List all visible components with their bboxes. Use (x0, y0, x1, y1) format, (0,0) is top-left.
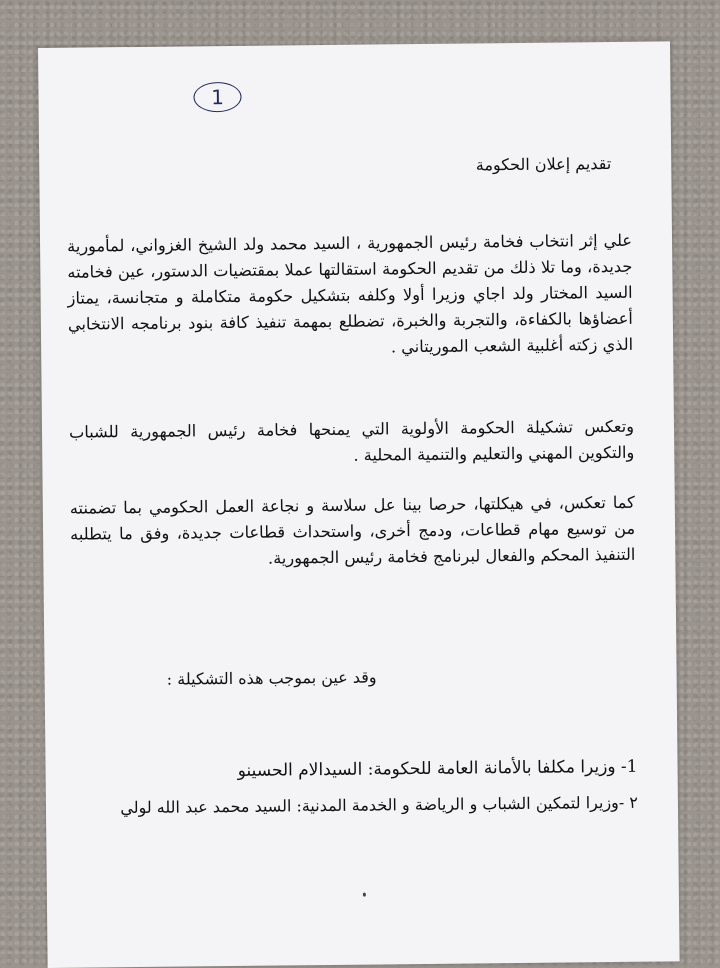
paragraph-intro: علي إثر انتخاب فخامة رئيس الجمهورية ، السيد محمد ولد الشيخ الغزواني، لمأمورية جديدة، وما تلا ذلك من تقديم الحكومة استقالتها عملا بمقتضيات الدستور، عين فخامته السيد المختار ولد اجاي وزيرا أولا وكلفه بتشكيل حكومة متكاملة و متجانسة، يمتاز أعضاؤها بالكفاءة، والتجربة والخبرة، تضطلع بمهمة تنفيذ كافة بنود برنامجه الانتخابي الذي زكته أغلبية الشعب الموريتاني . (66, 230, 634, 357)
appointment-item: 1- وزيرا مكلفا بالأمانة العامة للحكومة: السيدالام الحسينو (237, 756, 638, 781)
document-page (38, 41, 680, 968)
page-number: 1 (193, 82, 241, 113)
appointment-item: ٢ -وزيرا لتمكين الشباب و الرياضة و الخدمة المدنية: السيد محمد عبد الله لولي (120, 792, 639, 818)
paragraph-appointments-intro: وقد عين بموجب هذه التشكيلة : (166, 667, 377, 689)
paragraph-structure: كما تعكس، في هيكلتها، حرصا بينا عل سلاسة و نجاعة العمل الحكومي بما تضمنته من توسيع مهام قطاعات، ودمج أخرى، واستحداث قطاعات جديدة، وفق ما يتطلبه التنفيذ المحكم والفعال لبرنامج فخامة رئيس الجمهورية. (69, 492, 636, 568)
document-heading: تقديم إعلان الحكومة (475, 154, 612, 175)
paragraph-priorities: وتعكس تشكيلة الحكومة الأولوية التي يمنحها فخامة رئيس الجمهورية للشباب والتكوين المهني والتعليم والتنمية المحلية . (68, 416, 635, 465)
ink-dot (363, 893, 366, 897)
